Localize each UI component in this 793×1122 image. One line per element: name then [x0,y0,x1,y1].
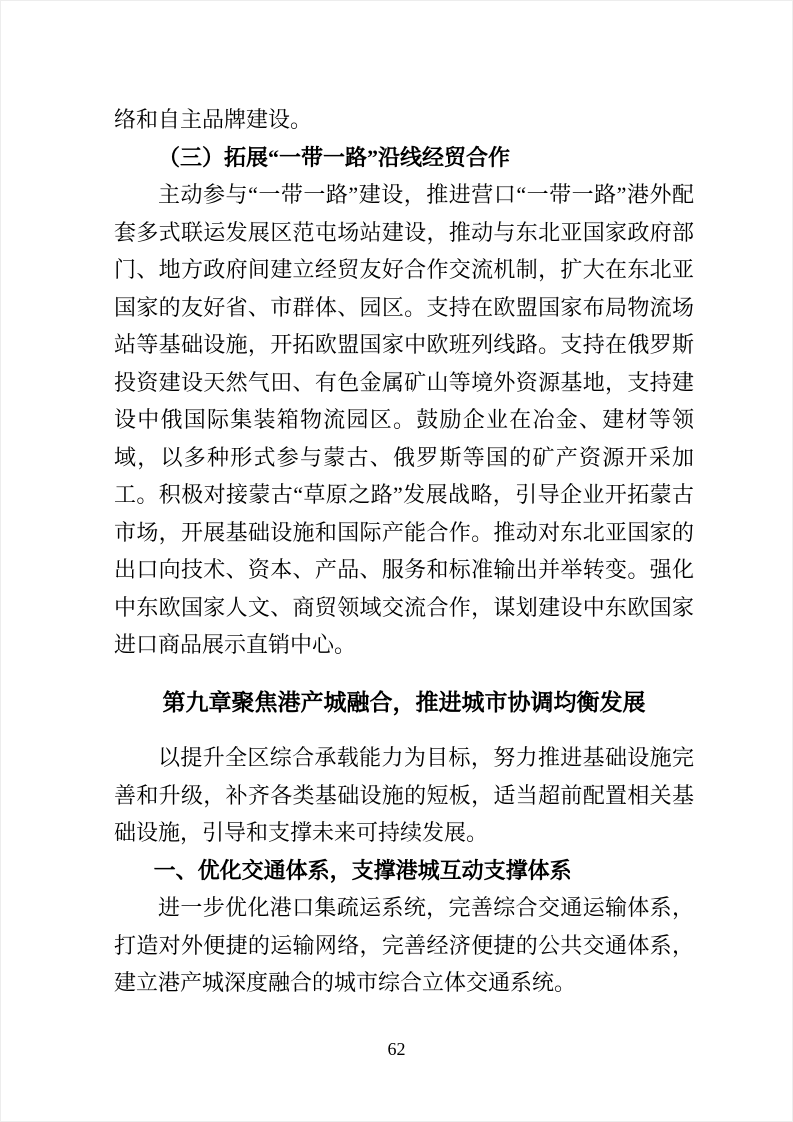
chapter-9-heading: 第九章聚焦港产城融合，推进城市协调均衡发展 [162,688,646,715]
subsection-1-paragraph: 进一步优化港口集疏运系统，完善综合交通运输体系，打造对外便捷的运输网络，完善经济便捷的公共交通体系，建立港产城深度融合的城市综合立体交通系统。 [114,895,694,995]
subsection-heading-1: 一、优化交通体系，支撑港城互动支撑体系 [153,857,572,883]
page-number: 62 [387,1039,406,1059]
paragraph-continuation: 络和自主品牌建设。 [114,107,313,132]
section-heading-3: （三）拓展“一带一路”沿线经贸合作 [158,144,511,170]
section-3-paragraph: 主动参与“一带一路”建设，推进营口“一带一路”港外配套多式联运发展区范屯场站建设，推动与东北亚国家政府部门、地方政府间建立经贸友好合作交流机制，扩大在东北亚国家的友好省、市群体、园区。支持在欧盟国家布局物流场站等基础设施，开拓欧盟国家中欧班列线路。支持在俄罗斯投资建设天然气田、有色金属矿山等境外资源基地，支持建设中俄国际集装箱物流园区。鼓励企业在冶金、建材等领域，以多种形式参与蒙古、俄罗斯等国的矿产资源开采加工。积极对接蒙古“草原之路”发展战略，引导企业开拓蒙古市场，开展基础设施和国际产能合作。推动对东北亚国家的出口向技术、资本、产品、服务和标准输出并举转变。强化中东欧国家人文、商贸领域交流合作，谋划建设中东欧国家进口商品展示直销中心。 [114,182,694,657]
chapter-intro-paragraph: 以提升全区综合承载能力为目标，努力推进基础设施完善和升级，补齐各类基础设施的短板，适当超前配置相关基础设施，引导和支撑未来可持续发展。 [114,745,694,845]
